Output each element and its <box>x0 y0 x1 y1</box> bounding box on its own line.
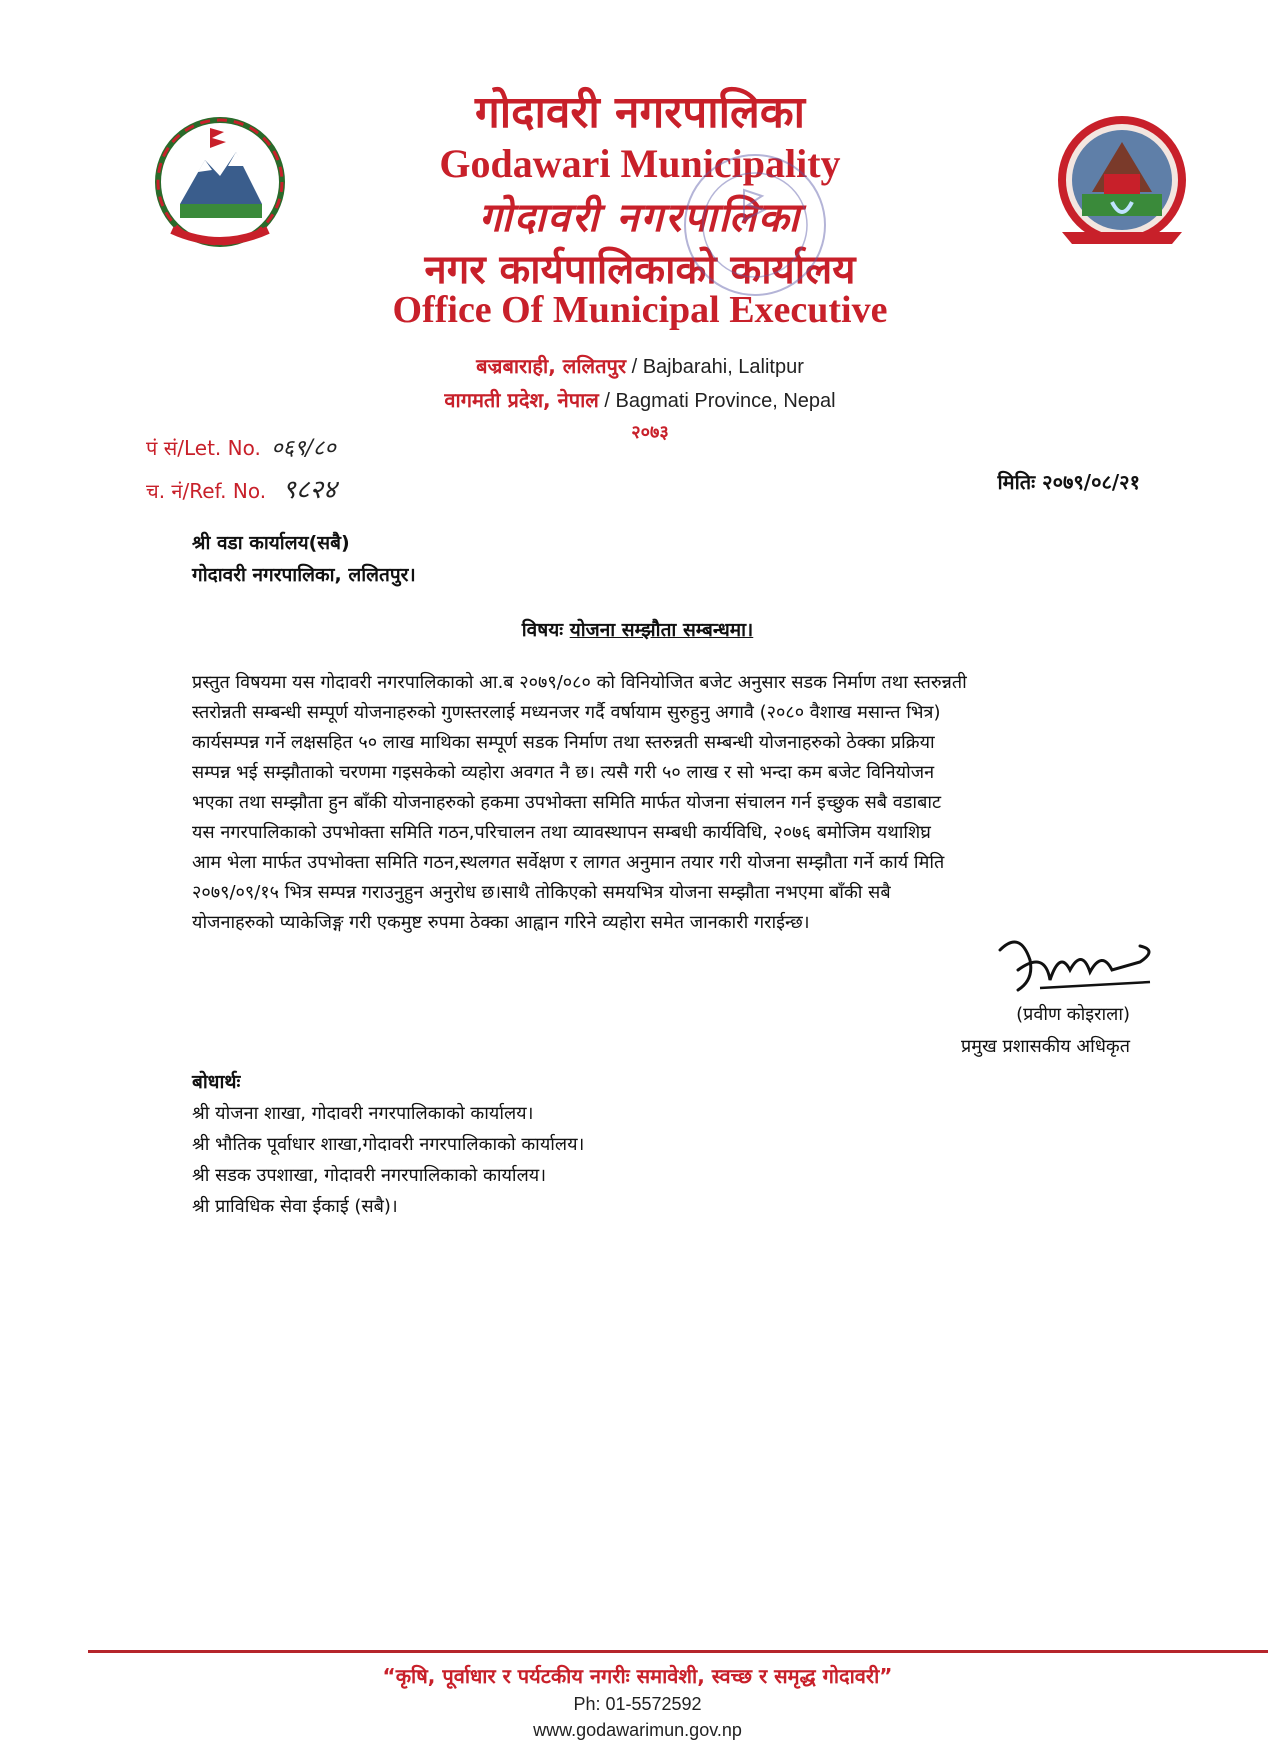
signatory-name: (प्रवीण कोइराला) <box>1016 1004 1130 1025</box>
header-name-en: Godawari Municipality <box>439 141 841 186</box>
list-item: श्री भौतिक पूर्वाधार शाखा,गोदावरी नगरपालिकाको कार्यालय। <box>192 1134 585 1155</box>
ref-no: च. नं/Ref. No. ९८२४ <box>146 475 337 505</box>
footer-website: www.godawarimun.gov.np <box>533 1720 742 1740</box>
list-item: श्री सडक उपशाखा, गोदावरी नगरपालिकाको कार्यालय। <box>192 1165 547 1186</box>
subject: विषयः योजना सम्झौता सम्बन्धमा। <box>521 619 754 641</box>
cc-list <box>192 1098 584 1222</box>
footer-slogan: “कृषि, पूर्वाधार र पर्यटकीय नगरीः समावेशी, स्वच्छ र समृद्ध गोदावरी” <box>382 1664 893 1688</box>
header-office-np: नगर कार्यपालिकाको कार्यालय <box>424 247 856 293</box>
established-year: २०७३ <box>631 422 669 443</box>
address-line1: बज्रबाराही, ललितपुर / Bajbarahi, Lalitpur <box>476 354 804 378</box>
municipality-logo-icon <box>1052 112 1192 252</box>
list-item: श्री प्राविधिक सेवा ईकाई (सबै)। <box>192 1196 398 1217</box>
header-name-ranjana: गोदावरी नगरपालिका <box>478 195 802 241</box>
signature-icon <box>990 910 1160 1005</box>
let-no: पं सं/Let. No. ०६९/८० <box>146 436 336 461</box>
office-stamp-icon <box>680 150 830 300</box>
header-name-np: गोदावरी नगरपालिका <box>474 87 806 138</box>
cc-label: बोधार्थः <box>192 1071 241 1093</box>
recipient: श्री वडा कार्यालय(सबै) गोदावरी नगरपालिका, ललितपुर। <box>192 532 416 586</box>
footer-phone: Ph: 01-5572592 <box>573 1694 702 1714</box>
footer-divider <box>88 1650 1268 1653</box>
list-item: श्री योजना शाखा, गोदावरी नगरपालिकाको कार्यालय। <box>192 1103 534 1124</box>
signatory-title: प्रमुख प्रशासकीय अधिकृत <box>961 1036 1130 1057</box>
letter-date: मितिः २०७९/०८/२१ <box>997 470 1140 494</box>
address-line2: वागमती प्रदेश, नेपाल / Bagmati Province, Nepal <box>444 388 836 412</box>
letter-body: प्रस्तुत विषयमा यस गोदावरी नगरपालिकाको आ.ब २०७९/०८० को विनियोजित बजेट अनुसार सडक निर्माण तथा स्तरुन्नती स्तरोन्नती सम्बन्धी सम्पूर्ण योजनाहरुको गुणस्तरलाई मध्यनजर गर्दै वर्षायाम सुरुहुनु अगावै (२०८० वैशाख मसान्त भित्र) कार्यसम्पन्न गर्ने लक्षसहित ५० लाख माथिका सम्पूर्ण सडक निर्माण तथा स्तरुन्नती सम्बन्धी योजनाहरुको ठेक्का प्रक्रिया सम्पन्न भई सम्झौताको चरणमा गइसकेको व्यहोरा अवगत नै छ। त्यसै गरी ५० लाख र सो भन्दा कम बजेट विनियोजन भएका तथा सम्झौता हुन बाँकी योजनाहरुको हकमा उपभोक्ता समिति मार्फत योजना संचालन गर्न इच्छुक सबै वडाबाट यस नगरपालिकाको उपभोक्ता समिति गठन,परिचालन तथा व्यावस्थापन सम्बधी कार्यविधि, २०७६ बमोजिम यथाशिघ्र आम भेला मार्फत उपभोक्ता समिति गठन,स्थलगत सर्वेक्षण र लागत अनुमान तयार गरी योजना सम्झौता गर्ने कार्य मिति २०७९/०९/१५ भित्र सम्पन्न गराउनुहुन अनुरोध छ।साथै तोकिएको समयभित्र योजना सम्झौता नभएमा बाँकी सबै योजनाहरुको प्याकेजिङ्ग गरी एकमुष्ट रुपमा ठेक्का आह्वान गरिने व्यहोरा समेत जानकारी गराईन्छ। <box>192 672 967 933</box>
nepal-emblem-icon <box>150 112 290 252</box>
header-office-en: Office Of Municipal Executive <box>392 289 888 331</box>
